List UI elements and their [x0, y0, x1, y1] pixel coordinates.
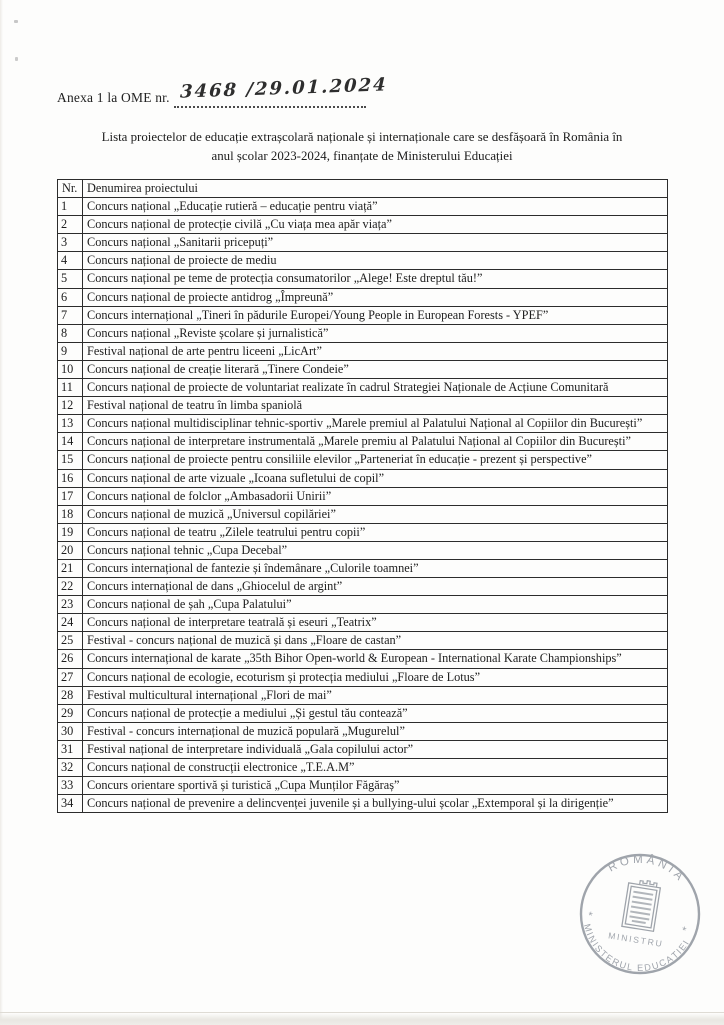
project-name: Concurs național „Educație rutieră – educație pentru viață”	[83, 198, 668, 216]
row-number: 1	[58, 198, 83, 216]
table-row	[58, 777, 668, 795]
svg-text:ROMÂNIA	[605, 847, 690, 886]
project-name: Concurs orientare sportivă și turistică „Cupa Munților Făgăraș”	[83, 777, 668, 795]
row-number: 10	[58, 360, 83, 378]
table-row	[58, 234, 668, 252]
coat-of-arms-icon	[622, 878, 661, 931]
project-name: Concurs internațional de dans „Ghiocelul de argint”	[83, 578, 668, 596]
row-number: 32	[58, 759, 83, 777]
project-name: Festival - concurs internațional de muzică populară „Mugurelul”	[83, 722, 668, 740]
project-name: Concurs internațional de fantezie și îndemânare „Culorile toamnei”	[83, 559, 668, 577]
row-number: 11	[58, 379, 83, 397]
table-row	[58, 505, 668, 523]
stamp-star-left: *	[587, 909, 594, 923]
project-name: Concurs național de proiecte pentru consiliile elevilor „Parteneriat în educație - prezent și perspective”	[83, 451, 668, 469]
table-row	[58, 596, 668, 614]
stamp-country-text: ROMÂNIA	[606, 853, 688, 886]
row-number: 18	[58, 505, 83, 523]
ministry-round-stamp	[568, 842, 712, 986]
project-name: Concurs internațional de karate „35th Bihor Open-world & European - International Karate Championships”	[83, 650, 668, 668]
table-row	[58, 650, 668, 668]
project-name: Concurs național de proiecte de voluntariat realizate în cadrul Strategiei Naționale de Acțiune Comunitară	[83, 379, 668, 397]
row-number: 33	[58, 777, 83, 795]
table-row	[58, 324, 668, 342]
project-name: Concurs național de proiecte de mediu	[83, 252, 668, 270]
row-number: 27	[58, 668, 83, 686]
table-row	[58, 433, 668, 451]
stamp-graphic	[568, 842, 712, 986]
row-number: 23	[58, 596, 83, 614]
header-nr: Nr.	[58, 180, 83, 198]
project-name: Festival național de teatru în limba spaniolă	[83, 397, 668, 415]
row-number: 7	[58, 306, 83, 324]
table-row	[58, 397, 668, 415]
table-header-row	[58, 180, 668, 198]
row-number: 29	[58, 704, 83, 722]
table-row	[58, 541, 668, 559]
table-row	[58, 795, 668, 813]
row-number: 16	[58, 469, 83, 487]
table-row	[58, 614, 668, 632]
row-number: 28	[58, 686, 83, 704]
project-name: Concurs național de șah „Cupa Palatului”	[83, 596, 668, 614]
table-row	[58, 668, 668, 686]
row-number: 31	[58, 740, 83, 758]
projects-table	[57, 179, 668, 813]
handwritten-registration-number: 3468 /29.01.2024	[179, 74, 388, 103]
table-row	[58, 487, 668, 505]
table-body	[58, 198, 668, 813]
row-number: 20	[58, 541, 83, 559]
project-name: Concurs național de prevenire a delincvenței juvenile și a bullying-ului școlar „Extemporal și la dirigenție”	[83, 795, 668, 813]
table-row	[58, 379, 668, 397]
project-name: Concurs național de construcții electronice „T.E.A.M”	[83, 759, 668, 777]
row-number: 21	[58, 559, 83, 577]
stamp-ministry-text: MINISTERUL EDUCAȚIEI	[581, 922, 692, 974]
project-name: Concurs național de creație literară „Tinere Condeie”	[83, 360, 668, 378]
row-number: 25	[58, 632, 83, 650]
project-name: Concurs național de interpretare instrumentală „Marele premiu al Palatului Național al Copiilor din București”	[83, 433, 668, 451]
project-name: Concurs național de protecție civilă „Cu viața mea apăr viața”	[83, 216, 668, 234]
table-row	[58, 360, 668, 378]
table-row	[58, 288, 668, 306]
row-number: 6	[58, 288, 83, 306]
stamp-outer-ring	[572, 846, 707, 981]
projects-table-container	[57, 179, 668, 813]
project-name: Concurs național de folclor „Ambasadorii Unirii”	[83, 487, 668, 505]
project-name: Festival național de interpretare individuală „Gala copilului actor”	[83, 740, 668, 758]
scan-speck	[14, 20, 18, 23]
project-name: Concurs național de muzică „Universul copilăriei”	[83, 505, 668, 523]
row-number: 4	[58, 252, 83, 270]
header-denumire: Denumirea proiectului	[83, 180, 668, 198]
project-name: Concurs național „Reviste școlare și jurnalistică”	[83, 324, 668, 342]
table-row	[58, 559, 668, 577]
table-row	[58, 270, 668, 288]
row-number: 9	[58, 342, 83, 360]
table-row	[58, 740, 668, 758]
row-number: 5	[58, 270, 83, 288]
project-name: Concurs național „Sanitarii pricepuți”	[83, 234, 668, 252]
row-number: 17	[58, 487, 83, 505]
project-name: Festival național de arte pentru liceeni „LicArt”	[83, 342, 668, 360]
project-name: Concurs internațional „Tineri în pădurile Europei/Young People in European Forests - YPEF”	[83, 306, 668, 324]
table-row	[58, 578, 668, 596]
table-row	[58, 686, 668, 704]
table-row	[58, 722, 668, 740]
table-row	[58, 632, 668, 650]
row-number: 2	[58, 216, 83, 234]
svg-text:MINISTERUL EDUCAȚIEI	[576, 921, 692, 981]
project-name: Concurs național de interpretare teatrală și eseuri „Teatrix”	[83, 614, 668, 632]
table-row	[58, 306, 668, 324]
table-row	[58, 415, 668, 433]
project-name: Concurs național de protecție a mediului „Și gestul tău contează”	[83, 704, 668, 722]
row-number: 13	[58, 415, 83, 433]
project-name: Concurs național de teatru „Zilele teatrului pentru copii”	[83, 523, 668, 541]
row-number: 8	[58, 324, 83, 342]
row-number: 30	[58, 722, 83, 740]
project-name: Concurs național de arte vizuale „Icoana sufletului de copil”	[83, 469, 668, 487]
row-number: 3	[58, 234, 83, 252]
table-row	[58, 216, 668, 234]
project-name: Concurs național pe teme de protecția consumatorilor „Alege! Este dreptul tău!”	[83, 270, 668, 288]
stamp-star-right: *	[680, 924, 688, 938]
table-row	[58, 198, 668, 216]
table-row	[58, 704, 668, 722]
project-name: Concurs național de proiecte antidrog „Împreună”	[83, 288, 668, 306]
table-row	[58, 523, 668, 541]
project-name: Festival - concurs național de muzică și dans „Floare de castan”	[83, 632, 668, 650]
row-number: 26	[58, 650, 83, 668]
stamp-center-text: MINISTRU	[607, 930, 665, 949]
project-name: Concurs național multidisciplinar tehnic-sportiv „Marele premiul al Palatului Național al Copiilor din București”	[83, 415, 668, 433]
row-number: 14	[58, 433, 83, 451]
document-title	[0, 128, 724, 165]
row-number: 22	[58, 578, 83, 596]
document-title-line2: anul școlar 2023-2024, finanțate de Ministerului Educației	[211, 148, 513, 163]
project-name: Concurs național tehnic „Cupa Decebal”	[83, 541, 668, 559]
scan-edge-bottom	[0, 1012, 724, 1025]
row-number: 19	[58, 523, 83, 541]
table-row	[58, 342, 668, 360]
scan-speck	[15, 57, 18, 61]
row-number: 24	[58, 614, 83, 632]
table-row	[58, 451, 668, 469]
project-name: Concurs național de ecologie, ecoturism și protecția mediului „Floare de Lotus”	[83, 668, 668, 686]
table-row	[58, 252, 668, 270]
anexa-label: Anexa 1 la OME nr.	[57, 90, 170, 105]
row-number: 15	[58, 451, 83, 469]
table-row	[58, 759, 668, 777]
project-name: Festival multicultural internațional „Flori de mai”	[83, 686, 668, 704]
row-number: 34	[58, 795, 83, 813]
table-row	[58, 469, 668, 487]
document-title-line1: Lista proiectelor de educație extrașcolară naționale și internaționale care se desfășoară în România în	[101, 130, 623, 144]
row-number: 12	[58, 397, 83, 415]
